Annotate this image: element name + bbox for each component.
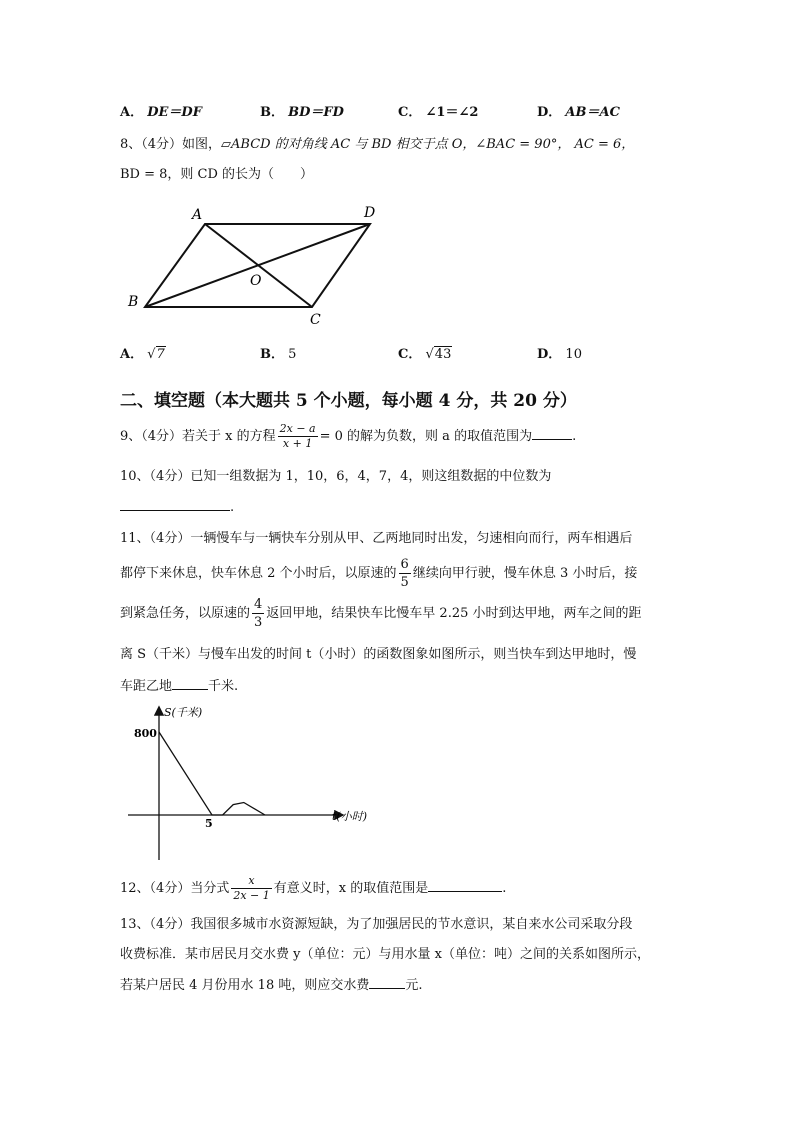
q10-line2: . bbox=[120, 498, 234, 517]
label-a: A bbox=[192, 207, 203, 223]
q7-option-d-letter: D． bbox=[537, 105, 562, 120]
distance-time-graph bbox=[120, 700, 380, 865]
x-tick-5: 5 bbox=[205, 817, 213, 830]
q7-option-c bbox=[398, 104, 478, 122]
q9-prefix: 9、（4分）若关于 x 的方程 bbox=[120, 429, 276, 444]
q10-line1: 10、（4分）已知一组数据为 1，10，6，4，7，4，则这组数据的中位数为 bbox=[120, 469, 552, 484]
q8-line1 bbox=[120, 136, 634, 154]
q9-line: 9、（4分）若关于 x 的方程 $\frac{2x - a}{x + 1}$ = 0 的解为负数，则 a 的取值范围为 . bbox=[120, 422, 577, 450]
q7-option-c-text: ∠1＝∠2 bbox=[425, 105, 479, 120]
q12-answer-blank[interactable] bbox=[428, 879, 502, 892]
q11-fraction-4-3: $\frac{4}{3}$ bbox=[254, 597, 263, 630]
q10-answer-blank[interactable] bbox=[120, 498, 230, 511]
parallelogram-figure bbox=[120, 200, 390, 330]
q7-option-d bbox=[537, 104, 620, 122]
q8-option-d bbox=[537, 346, 582, 364]
diagonal-bd bbox=[145, 224, 370, 307]
q11-fraction-6-5: $\frac{6}{5}$ bbox=[400, 557, 409, 590]
q7-option-b bbox=[260, 104, 344, 122]
q12-fraction: $\frac{x}{2x - 1}$ bbox=[233, 874, 270, 902]
q8-option-a-letter: A． bbox=[120, 347, 144, 362]
x-axis-label: t(小时) bbox=[332, 810, 368, 823]
q11-line1: 11、（4分）一辆慢车与一辆快车分别从甲、乙两地同时出发，匀速相向而行，两车相遇后 bbox=[120, 531, 633, 546]
sqrt-7: √7 bbox=[147, 347, 165, 362]
q8-option-d-letter: D． bbox=[537, 347, 562, 362]
q8-option-b-text: 5 bbox=[288, 347, 297, 362]
q7-option-a-text: DE＝DF bbox=[147, 105, 202, 120]
q11-line4: 离 S（千米）与慢车出发的时间 t（小时）的函数图象如图所示，则当快车到达甲地时，慢 bbox=[120, 647, 637, 662]
q8-option-b-letter: B． bbox=[260, 347, 284, 362]
q8-option-c bbox=[398, 346, 452, 364]
q11-line3: 到紧急任务，以原速的 $\frac{4}{3}$ 返回甲地，结果快车比慢车早 2.25 小时到达甲地，两车之间的距 bbox=[120, 597, 642, 630]
y-tick-800: 800 bbox=[134, 727, 157, 740]
y-axis-label: S(千米) bbox=[164, 706, 203, 719]
q7-option-a-letter: A． bbox=[120, 105, 144, 120]
q7-option-a bbox=[120, 104, 202, 122]
q7-option-c-letter: C． bbox=[398, 105, 422, 120]
q9-suffix: = 0 的解为负数，则 a 的取值范围为 bbox=[319, 429, 533, 444]
label-c: C bbox=[310, 312, 321, 328]
label-o: O bbox=[250, 273, 262, 289]
q8-line1-prefix: 8、（4分）如图， bbox=[120, 137, 222, 152]
q11-line2: 都停下来休息，快车休息 2 个小时后，以原速的 $\frac{6}{5}$ 继续向甲行驶，慢车休息 3 小时后，接 bbox=[120, 557, 638, 590]
q8-line2: BD = 8，则 CD 的长为（ ） bbox=[120, 167, 314, 182]
label-d: D bbox=[364, 205, 376, 221]
q13-line1: 13、（4分）我国很多城市水资源短缺，为了加强居民的节水意识，某自来水公司采取分段 bbox=[120, 917, 633, 932]
q8-option-c-letter: C． bbox=[398, 347, 422, 362]
q13-answer-blank[interactable] bbox=[369, 976, 405, 989]
q7-option-b-text: BD＝FD bbox=[288, 105, 344, 120]
q13-line2: 收费标准．某市居民月交水费 y（单位：元）与用水量 x（单位：吨）之间的关系如图所示， bbox=[120, 947, 650, 962]
q9-answer-blank[interactable] bbox=[532, 427, 572, 440]
q7-option-b-letter: B． bbox=[260, 105, 284, 120]
label-b: B bbox=[128, 294, 139, 310]
section2-title: 二、填空题（本大题共 5 个小题，每小题 4 分，共 20 分） bbox=[120, 391, 577, 411]
q11-line5: 车距乙地 千米. bbox=[120, 679, 239, 694]
q13-line3: 若某户居民 4 月份用水 18 吨，则应交水费 元. bbox=[120, 978, 423, 993]
q8-option-a bbox=[120, 346, 166, 364]
q8-option-b bbox=[260, 346, 296, 364]
q8-option-d-text: 10 bbox=[565, 347, 582, 362]
distance-curve bbox=[159, 732, 265, 815]
q8-line1-main: ABCD 的对角线 AC 与 BD 相交于点 O，∠BAC = 90°， AC = 6， bbox=[231, 137, 635, 152]
sqrt-43: √43 bbox=[425, 347, 452, 362]
q9-fraction: $\frac{2x - a}{x + 1}$ bbox=[279, 422, 316, 450]
q12-line: 12、（4分）当分式 $\frac{x}{2x - 1}$ 有意义时，x 的取值范围是 . bbox=[120, 874, 507, 902]
parallelogram-symbol: ▱ bbox=[221, 137, 232, 152]
q11-answer-blank[interactable] bbox=[172, 677, 208, 690]
q7-option-d-text: AB＝AC bbox=[565, 105, 620, 120]
